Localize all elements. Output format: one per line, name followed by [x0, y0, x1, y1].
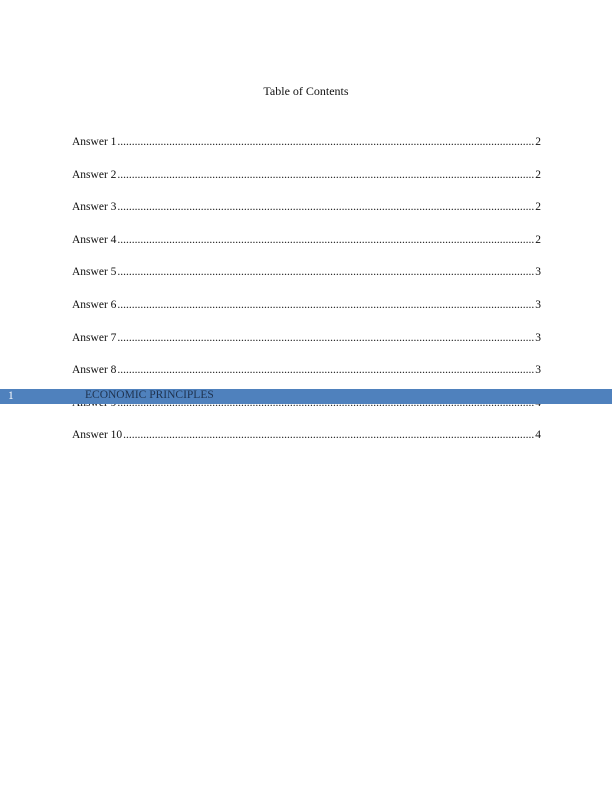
toc-entry-answer-1[interactable]	[72, 135, 541, 168]
toc-entry-page: 3	[535, 364, 541, 377]
toc-entry-page: 3	[535, 331, 541, 344]
toc-entry-label: Answer 6	[72, 298, 117, 311]
toc-entry-page: 2	[535, 201, 541, 214]
toc-entry-answer-5[interactable]	[72, 265, 541, 298]
toc-entry-label: Answer 10	[72, 429, 123, 442]
toc-entry-label: Answer 5	[72, 266, 117, 279]
toc-dot-leader	[117, 135, 534, 149]
toc-dot-leader	[117, 363, 534, 377]
toc-entry-label: Answer 8	[72, 364, 117, 377]
toc-entry-page: 2	[535, 168, 541, 181]
toc-dot-leader	[117, 265, 534, 279]
toc-entry-page: 3	[535, 298, 541, 311]
toc-entry-answer-3[interactable]	[72, 200, 541, 233]
toc-entry-page: 2	[535, 233, 541, 246]
toc-entry-page: 2	[535, 136, 541, 148]
toc-entry-answer-4[interactable]	[72, 233, 541, 266]
toc-entry-answer-2[interactable]	[72, 168, 541, 201]
running-head: ECONOMIC PRINCIPLES	[85, 389, 214, 401]
toc-entry-page: 3	[535, 266, 541, 279]
toc-dot-leader	[117, 298, 534, 312]
toc-entry-label: Answer 7	[72, 331, 117, 344]
page-header-band	[0, 389, 612, 404]
toc-dot-leader	[123, 428, 534, 442]
toc-entry-answer-6[interactable]	[72, 298, 541, 331]
toc-entry-page: 4	[535, 429, 541, 442]
toc-dot-leader	[117, 233, 534, 247]
toc-entry-answer-7[interactable]	[72, 331, 541, 364]
toc-dot-leader	[117, 331, 534, 345]
page-number: 1	[8, 390, 14, 402]
toc-entry-label: Answer 2	[72, 168, 117, 181]
toc-entry-answer-10[interactable]	[72, 428, 541, 461]
toc-entry-label: Answer 3	[72, 201, 117, 214]
toc-dot-leader	[117, 168, 534, 182]
toc-title: Table of Contents	[263, 84, 349, 98]
toc-list	[72, 135, 541, 461]
toc-entry-label: Answer 1	[72, 136, 117, 148]
toc-entry-label: Answer 4	[72, 233, 117, 246]
toc-dot-leader	[117, 200, 534, 214]
